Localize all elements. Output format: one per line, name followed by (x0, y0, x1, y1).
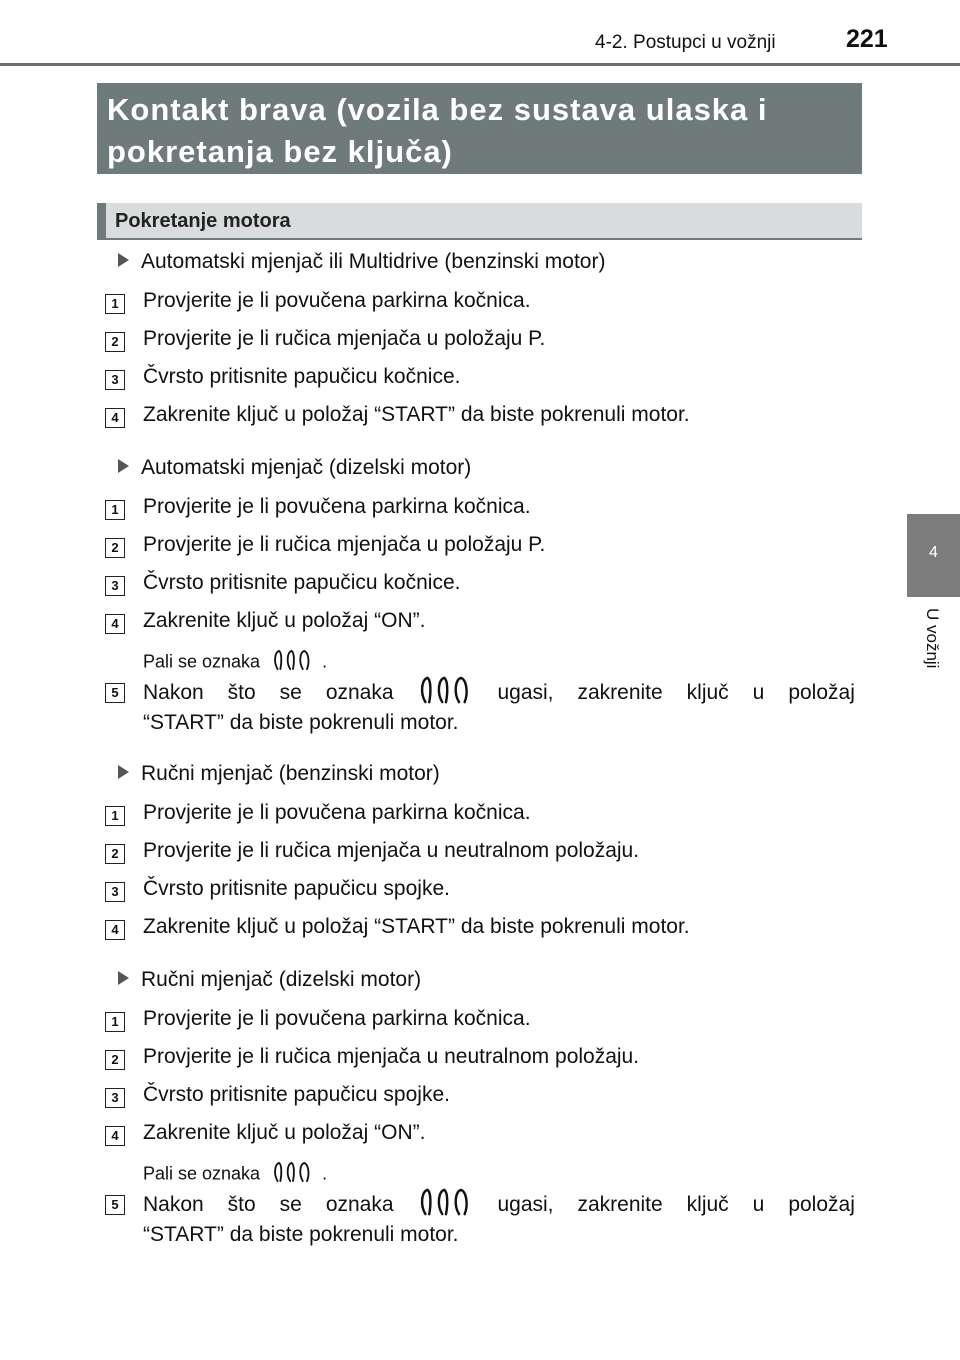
chapter-label: U vožnji (923, 608, 942, 669)
step-text: Provjerite je li ručica mjenjača u neutralnom položaju. (143, 1045, 640, 1068)
chapter-label-container (912, 608, 952, 688)
step-text: Čvrsto pritisnite papučicu spojke. (143, 877, 450, 900)
step-text: Zakrenite ključ u položaj “START” da biste pokrenuli motor. (143, 403, 690, 426)
word: u (752, 681, 765, 704)
procedure-title (118, 456, 471, 480)
step-number: 2 (105, 332, 125, 352)
step-number: 3 (105, 370, 125, 390)
note-punctuation: . (322, 1163, 328, 1184)
title-line-1: Kontakt brava (vozila bez sustava ulaska i (107, 92, 768, 127)
glow-plug-indicator-icon-svg (272, 1159, 314, 1185)
procedure-title (118, 968, 421, 992)
step-number: 1 (105, 294, 125, 314)
step-text: Zakrenite ključ u položaj “START” da biste pokrenuli motor. (143, 915, 690, 938)
word: Nakon (143, 681, 204, 704)
step-number: 3 (105, 1088, 125, 1108)
step-text: Provjerite je li povučena parkirna kočnica. (143, 495, 531, 518)
step-text: Provjerite je li povučena parkirna kočnica. (143, 289, 531, 312)
step-number: 5 (105, 1195, 125, 1215)
procedure-title-text: Automatski mjenjač (dizelski motor) (141, 456, 472, 479)
step-text: Čvrsto pritisnite papučicu kočnice. (143, 365, 461, 388)
step-text: Zakrenite ključ u položaj “ON”. (143, 609, 426, 632)
glow-plug-indicator-icon (272, 1159, 314, 1190)
step-text: Čvrsto pritisnite papučicu kočnice. (143, 571, 461, 594)
step-text (143, 1190, 855, 1250)
procedure-title-text: Ručni mjenjač (dizelski motor) (141, 968, 422, 991)
step-text: Čvrsto pritisnite papučicu spojke. (143, 1083, 450, 1106)
step-number: 4 (105, 920, 125, 940)
step-text: Provjerite je li povučena parkirna kočnica. (143, 801, 531, 824)
step-line-1 (143, 1190, 855, 1220)
word: se (279, 1193, 302, 1216)
step-number: 1 (105, 500, 125, 520)
chapter-tab (907, 514, 960, 597)
procedure-title-text: Ručni mjenjač (benzinski motor) (141, 762, 440, 785)
page-number: 221 (846, 25, 888, 53)
word: zakrenite (577, 681, 663, 704)
glow-plug-indicator-icon-svg (418, 1186, 474, 1218)
step-number: 5 (105, 683, 125, 703)
word: ugasi, (497, 1193, 554, 1216)
word: ugasi, (497, 681, 554, 704)
header-rule (0, 63, 960, 66)
section-label: 4-2. Postupci u vožnji (595, 32, 776, 53)
word: Nakon (143, 1193, 204, 1216)
indicator-note (143, 647, 327, 678)
procedure-title-text: Automatski mjenjač ili Multidrive (benzinski motor) (141, 250, 606, 273)
note-text: Pali se oznaka (143, 1163, 261, 1184)
step-line-2: “START” da biste pokrenuli motor. (143, 1223, 459, 1246)
word: se (279, 681, 302, 704)
glow-plug-indicator-icon (418, 1186, 474, 1224)
step-number: 3 (105, 882, 125, 902)
word: oznaka (325, 681, 394, 704)
step-text: Provjerite je li povučena parkirna kočnica. (143, 1007, 531, 1030)
note-text: Pali se oznaka (143, 651, 261, 672)
word: oznaka (325, 1193, 394, 1216)
title-box (97, 83, 862, 174)
triangle-bullet-icon (118, 971, 129, 985)
step-number: 2 (105, 844, 125, 864)
step-text: Provjerite je li ručica mjenjača u položaju P. (143, 533, 546, 556)
word: položaj (788, 1193, 855, 1216)
word: ključ (686, 1193, 729, 1216)
word: što (227, 681, 256, 704)
step-number: 3 (105, 576, 125, 596)
step-number: 4 (105, 408, 125, 428)
chapter-number: 4 (929, 544, 938, 561)
step-text: Provjerite je li ručica mjenjača u položaju P. (143, 327, 546, 350)
title-line-2: pokretanja bez ključa) (107, 134, 453, 169)
subheader (97, 203, 862, 240)
page-header (0, 0, 960, 64)
note-punctuation: . (322, 651, 328, 672)
subheader-text: Pokretanje motora (115, 210, 291, 232)
procedure-title (118, 762, 440, 786)
step-number: 4 (105, 614, 125, 634)
indicator-note (143, 1159, 327, 1190)
procedure-title (118, 250, 605, 274)
word: položaj (788, 681, 855, 704)
step-text (143, 678, 855, 738)
step-text: Zakrenite ključ u položaj “ON”. (143, 1121, 426, 1144)
step-number: 2 (105, 1050, 125, 1070)
word: ključ (686, 681, 729, 704)
triangle-bullet-icon (118, 253, 129, 267)
triangle-bullet-icon (118, 765, 129, 779)
glow-plug-indicator-icon (272, 647, 314, 678)
glow-plug-indicator-icon-svg (272, 647, 314, 673)
word: u (752, 1193, 765, 1216)
triangle-bullet-icon (118, 459, 129, 473)
step-number: 1 (105, 806, 125, 826)
word: što (227, 1193, 256, 1216)
word: zakrenite (577, 1193, 663, 1216)
glow-plug-indicator-icon-svg (418, 674, 474, 706)
step-line-1 (143, 678, 855, 708)
step-number: 4 (105, 1126, 125, 1146)
step-line-2: “START” da biste pokrenuli motor. (143, 711, 459, 734)
subheader-bar (97, 203, 106, 238)
step-text: Provjerite je li ručica mjenjača u neutralnom položaju. (143, 839, 640, 862)
step-number: 2 (105, 538, 125, 558)
glow-plug-indicator-icon (418, 674, 474, 712)
step-number: 1 (105, 1012, 125, 1032)
